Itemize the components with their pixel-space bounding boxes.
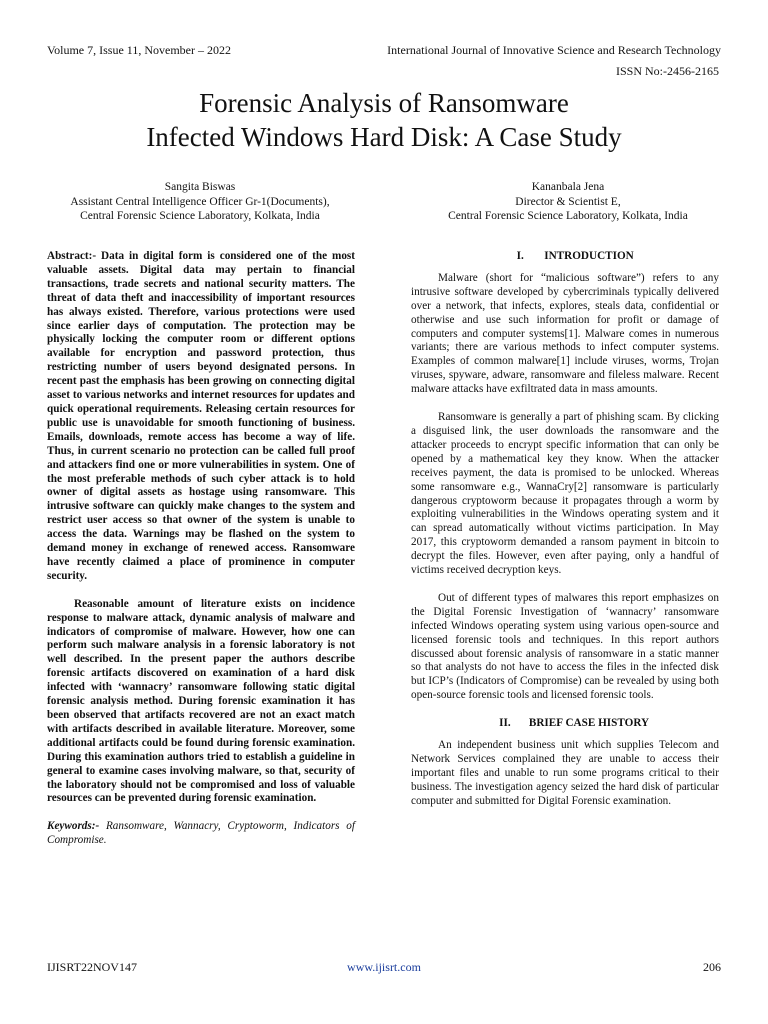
section-heading-introduction <box>411 250 719 264</box>
section-heading-case-history <box>411 717 719 731</box>
author-role: Director & Scientist E, <box>515 195 621 208</box>
keywords-text: Ransomware, Wannacry, Cryptoworm, Indicators of Compromise. <box>47 820 355 847</box>
abstract-paragraph-2: Reasonable amount of literature exists on incidence response to malware attack, dynamic analysis of malware and indicators of compromise of malware. However, how one can perform such malware analysis in a forensic laboratory is not well described. In the present paper the authors describe forensic artifacts discovered on examination of a hard disk infected with ‘wannacry’ ransomware following static digital forensic analysis method. During forensic examination it has been observed that artifacts recovered are not an exact match with artifacts described in available literature. Moreover, some additional artifacts could be found during forensic examination. During this examination authors tried to establish a guideline in general to examine cases involving malware, so that, security of the laboratory should not be compromised and loss of valuable resources can be prevented during forensic examination. <box>47 597 355 805</box>
title-line-2: Infected Windows Hard Disk: A Case Study <box>146 122 622 152</box>
section-title: BRIEF CASE HISTORY <box>528 717 650 730</box>
paper-code: IJISRT22NOV147 <box>47 960 137 974</box>
author-name: Sangita Biswas <box>164 181 236 193</box>
section-number: I. <box>516 250 524 262</box>
author-block-2 <box>408 180 728 224</box>
journal-name: International Journal of Innovative Science and Research Technology <box>387 43 721 57</box>
intro-paragraph-3: Out of different types of malwares this report emphasizes on the Digital Forensic Investigation of ‘wannacry’ ransomware infected Windows operating system using various open-source and licensed forensic tools and techniques. In this report authors discussed about forensic analysis of ransomware in a static manner so that analysts do not have to access the files in the infected disk but ICP’s (Indicators of Compromise) can be revealed by using both open-source forensic tools and licensed forensic tools. <box>411 591 719 702</box>
right-column <box>411 250 719 809</box>
author-role: Assistant Central Intelligence Officer Gr-1(Documents), <box>70 195 330 208</box>
section-number: II. <box>499 717 511 730</box>
section-title: INTRODUCTION <box>544 250 634 262</box>
author-affiliation: Central Forensic Science Laboratory, Kolkata, India <box>448 210 688 222</box>
author-affiliation: Central Forensic Science Laboratory, Kolkata, India <box>80 210 320 222</box>
intro-paragraph-1: Malware (short for “malicious software”) refers to any intrusive software developed by cybercriminals typically delivered over a network, that infects, explores, steals data, confidential or otherwise and use such information for profit or damage of computers and computer systems[1]. Malware comes in numerous variants; there are various methods to infect computer systems. Examples of common malware[1] include viruses, worms, Trojan viruses, spyware, adware, ransomware and fileless malware. Recent malware attacks have exfiltrated data in mass amounts. <box>411 271 719 396</box>
keywords <box>47 820 355 848</box>
website-link[interactable]: www.ijisrt.com <box>347 960 421 974</box>
title-line-1: Forensic Analysis of Ransomware <box>199 88 569 118</box>
intro-paragraph-2: Ransomware is generally a part of phishing scam. By clicking a disguised link, the user downloads the ransomware and the attacker proceeds to encrypt specific information that can only be opened by a mathematical key they know. When the attacker receives payment, the data is promised to be unlocked. Whereas some ransomware e.g., WannaCry[2] ransomware is particularly dangerous cryptoworm because it propagates through a worm by exploiting vulnerabilities in the Windows operating system and it can spread automatically without victims participation. In May 2017, this cryptoworm demanded a ransom payment in bitcoin to decrypt the files. However, even after paying, only a handful of victims received decryption keys. <box>411 411 719 577</box>
case-history-paragraph: An independent business unit which supplies Telecom and Network Services complained they are unable to access their important files and unable to run some programs critical to their business. The investigation agency seized the hard disk of particular computer and submitted for Digital Forensic examination. <box>411 739 719 807</box>
author-block-1 <box>40 180 360 224</box>
volume-info: Volume 7, Issue 11, November – 2022 <box>47 43 231 57</box>
left-column <box>47 250 355 848</box>
paper-title <box>0 86 768 154</box>
author-name: Kananbala Jena <box>531 181 605 193</box>
page-number: 206 <box>703 960 721 974</box>
issn-number: ISSN No:-2456-2165 <box>615 64 719 78</box>
abstract-paragraph: Abstract:- Data in digital form is considered one of the most valuable assets. Digital data may pertain to financial transactions, trade secrets and national security matters. The threat of data theft and inaccessibility of important resources has always existed. Therefore, various protections were used since earlier days of computation. The protection may be physically locking the computer room or different options available for encryption and password protection, thus restricting number of users beyond designated persons. In recent past the emphasis has been growing on connecting digital asset to various networks and internet resources for updates and quick operational requirements. Releasing certain resources for public use is unavoidable for smooth functioning of business. Emails, downloads, remote access has become a way of life. Thus, in current scenario no protection can be called full proof and attackers find one or more vulnerabilities in system. One of the most preferable methods of such cyber attack is to hold owner of digital assets as hostage using ransomware. This intrusive software can quickly make changes to the system and restrict user access so that owner of the system is unable to access the data. Warnings may be flashed on the system to demand money in exchange of renewed access. Ransomware have recently claimed a place of prominence in computer security. <box>47 250 355 582</box>
keywords-label: Keywords:- <box>47 820 100 833</box>
